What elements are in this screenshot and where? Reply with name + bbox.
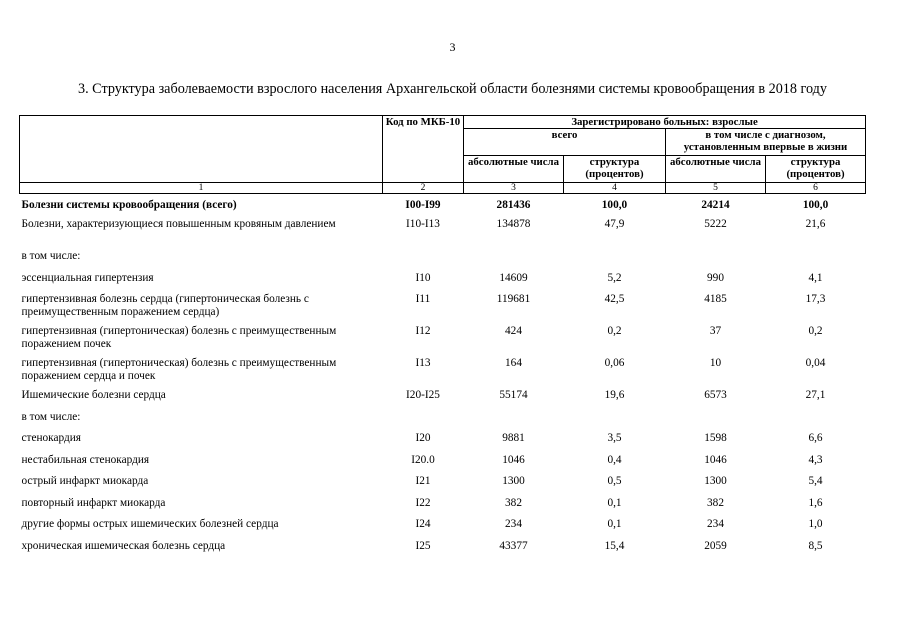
abs-new: 5222: [704, 218, 727, 230]
struct-new: 0,2: [808, 325, 823, 337]
abs-total: 164: [505, 357, 522, 369]
struct-new: 4,1: [808, 271, 823, 284]
disease-name: Ишемические болезни сердца: [21, 389, 166, 401]
abs-total: 234: [505, 518, 522, 530]
table-row: [20, 472, 866, 494]
disease-name: гипертензивная (гипертоническая) болезнь с преимущественным поражением почек: [21, 325, 337, 350]
struct-total: 0,2: [607, 325, 622, 337]
col-number-5: 5: [666, 183, 766, 194]
abs-new: 4185: [704, 293, 727, 305]
abs-total: 1046: [502, 453, 525, 466]
icd-code: I11: [415, 293, 431, 305]
table-row: [20, 429, 866, 451]
abs-total: 9881: [502, 432, 525, 444]
col-number-3: 3: [464, 183, 564, 194]
icd-code: I13: [415, 357, 431, 369]
header-name-cell: [20, 116, 383, 183]
disease-name: гипертензивная (гипертоническая) болезнь с преимущественным поражением сердца и почек: [21, 357, 337, 382]
struct-total: [564, 408, 666, 430]
abs-new: 234: [707, 518, 724, 530]
icd-code: I12: [415, 325, 431, 337]
struct-new: 1,0: [808, 518, 823, 530]
table-row: [20, 537, 866, 559]
struct-total: 0,5: [607, 475, 622, 487]
header-struct-new: структура (процентов): [766, 156, 866, 183]
table-row: [20, 269, 866, 291]
struct-new: 27,1: [805, 389, 826, 401]
abs-new: 24214: [701, 199, 730, 211]
abs-total: 14609: [499, 271, 528, 284]
struct-total: 3,5: [607, 432, 622, 444]
icd-code: I22: [415, 496, 431, 509]
struct-total: 42,5: [604, 293, 625, 305]
struct-new: 0,04: [805, 357, 826, 369]
abs-new: 2059: [704, 539, 727, 552]
abs-total: [464, 247, 564, 269]
morbidity-table: [19, 115, 866, 558]
struct-new: 1,6: [808, 496, 823, 509]
disease-name: стенокардия: [21, 432, 81, 444]
col-number-6: 6: [766, 183, 866, 194]
struct-total: 0,1: [607, 518, 622, 530]
struct-total: 0,4: [607, 453, 622, 466]
abs-total: 382: [505, 496, 522, 509]
struct-new: 5,4: [808, 475, 823, 487]
page-number: 3: [449, 40, 456, 54]
struct-new: 21,6: [805, 218, 826, 230]
struct-new: [766, 247, 866, 269]
icd-code: [383, 247, 464, 269]
icd-code: I20: [415, 432, 431, 444]
abs-new: 382: [707, 496, 724, 509]
header-first-time: в том числе с диагнозом, установленным впервые в жизни: [666, 129, 866, 156]
col-number-1: 1: [20, 183, 383, 194]
icd-code: I20.0: [411, 453, 435, 466]
struct-total: 100,0: [601, 199, 628, 211]
header-abs-new: абсолютные числа: [666, 156, 766, 183]
icd-code: I21: [415, 475, 431, 487]
abs-new: 990: [707, 271, 724, 284]
table-row: [20, 247, 866, 269]
struct-total: [564, 247, 666, 269]
table-row: [20, 451, 866, 473]
struct-total: 5,2: [607, 271, 622, 284]
table-row: [20, 494, 866, 516]
header-total: всего: [464, 129, 666, 156]
table-header: [20, 116, 866, 194]
abs-new: 1046: [704, 453, 727, 466]
disease-name: в том числе:: [21, 410, 81, 423]
struct-total: 0,1: [607, 496, 622, 509]
icd-code: I20-I25: [406, 389, 440, 401]
table-row: [20, 386, 866, 408]
table-row: [20, 194, 866, 216]
struct-new: [766, 408, 866, 430]
abs-total: 1300: [502, 475, 525, 487]
table-row: [20, 322, 866, 354]
col-number-4: 4: [564, 183, 666, 194]
disease-name: Болезни системы кровообращения (всего): [21, 199, 237, 211]
struct-new: 6,6: [808, 432, 823, 444]
struct-total: 0,06: [604, 357, 625, 369]
header-registered: Зарегистрировано больных: взрослые: [464, 116, 866, 129]
table-row: [20, 408, 866, 430]
abs-new: 37: [709, 325, 722, 337]
icd-code: I10: [415, 271, 431, 284]
struct-total: 15,4: [604, 539, 625, 552]
struct-total: 19,6: [604, 389, 625, 401]
disease-name: повторный инфаркт миокарда: [21, 496, 166, 509]
abs-new: 10: [709, 357, 722, 369]
abs-total: [464, 408, 564, 430]
disease-name: в том числе:: [21, 250, 81, 262]
table-title: 3. Структура заболеваемости взрослого населения Архангельской области болезнями системы кровообращения в 2018 году: [77, 81, 827, 97]
abs-new: 1598: [704, 432, 727, 444]
abs-new: [666, 408, 766, 430]
table-row: [20, 515, 866, 537]
abs-total: 134878: [496, 218, 531, 230]
abs-total: 424: [505, 325, 522, 337]
struct-new: 8,5: [808, 539, 823, 552]
disease-name: гипертензивная болезнь сердца (гипертоническая болезнь с преимущественным поражением сердца): [21, 293, 309, 318]
disease-name: хроническая ишемическая болезнь сердца: [21, 539, 226, 552]
struct-total: 47,9: [604, 218, 625, 230]
disease-name: острый инфаркт миокарда: [21, 475, 149, 487]
disease-name: Болезни, характеризующиеся повышенным кровяным давлением: [21, 218, 336, 230]
table-body: [20, 194, 866, 559]
struct-new: 4,3: [808, 453, 823, 466]
header-struct-total: структура (процентов): [564, 156, 666, 183]
struct-new: 17,3: [805, 293, 826, 305]
disease-name: эссенциальная гипертензия: [21, 271, 154, 284]
table-row: [20, 290, 866, 322]
abs-new: 6573: [704, 389, 727, 401]
icd-code: I00-I99: [405, 199, 441, 211]
abs-total: 281436: [496, 199, 531, 211]
abs-total: 119681: [496, 293, 531, 305]
abs-new: 1300: [704, 475, 727, 487]
table-row: [20, 354, 866, 386]
abs-total: 55174: [499, 389, 528, 401]
col-number-2: 2: [383, 183, 464, 194]
icd-code: I24: [415, 518, 431, 530]
icd-code: I25: [415, 539, 431, 552]
disease-name: нестабильная стенокардия: [21, 453, 150, 466]
header-code: Код по МКБ-10: [383, 116, 464, 183]
icd-code: I10-I13: [406, 218, 440, 230]
abs-total: 43377: [499, 539, 528, 552]
header-abs-total: абсолютные числа: [464, 156, 564, 183]
abs-new: [666, 247, 766, 269]
struct-new: 100,0: [802, 199, 829, 211]
disease-name: другие формы острых ишемических болезней сердца: [21, 518, 279, 530]
icd-code: [383, 408, 464, 430]
table-row: [20, 215, 866, 247]
